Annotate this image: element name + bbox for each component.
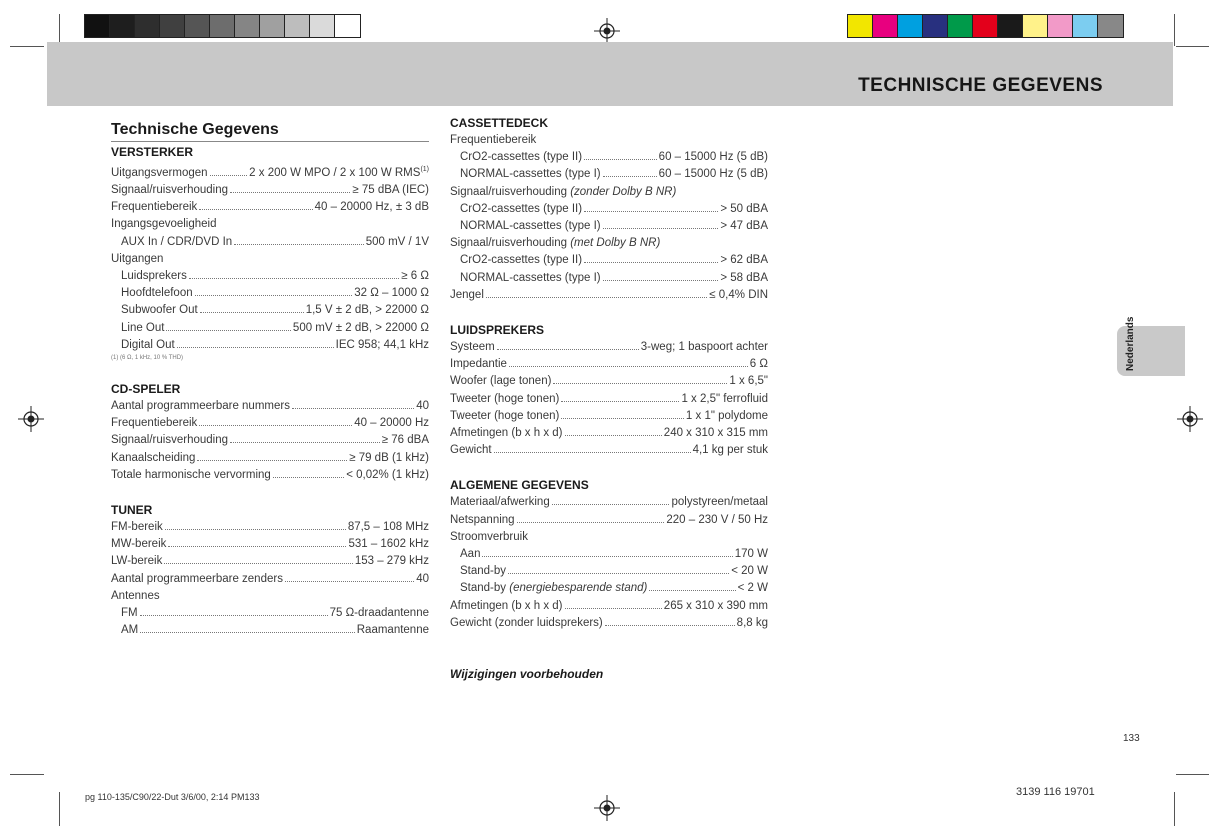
spec-row: MW-bereik 531 – 1602 kHz <box>111 538 429 551</box>
spec-row: Aantal programmeerbare zenders 40 <box>111 572 429 585</box>
section-heading-general: ALGEMENE GEGEVENS <box>450 478 589 493</box>
color-swatch <box>998 15 1023 37</box>
color-swatch <box>948 15 973 37</box>
crop-mark <box>1176 774 1209 775</box>
section-heading-cassette: CASSETTEDECK <box>450 116 549 130</box>
color-swatch <box>923 15 948 37</box>
color-swatch <box>135 15 160 37</box>
color-swatch <box>973 15 998 37</box>
product-code: 3139 116 19701 <box>1016 786 1095 798</box>
color-swatch <box>85 15 110 37</box>
left-column <box>111 120 429 640</box>
spec-row: Gewicht 4,1 kg per stuk <box>450 444 768 457</box>
spec-row: FM 75 Ω-draadantenne <box>121 607 429 620</box>
color-swatch <box>1023 15 1048 37</box>
spec-row: Woofer (lage tonen) 1 x 6,5" <box>450 375 768 388</box>
spec-row: Kanaalscheiding ≥ 79 dB (1 kHz) <box>111 451 429 464</box>
footnote: (1) (6 Ω, 1 kHz, 10 % THD) <box>111 355 184 362</box>
header-banner <box>47 42 1173 106</box>
disclaimer-note: Wijzigingen voorbehouden <box>450 667 604 682</box>
crop-mark <box>1174 14 1175 46</box>
spec-row: Frequentiebereik 40 – 20000 Hz <box>111 417 429 430</box>
spec-row: CrO2-cassettes (type II) > 62 dBA <box>460 254 768 267</box>
page-number: 133 <box>1123 733 1140 744</box>
spec-subheading: Stroomverbruik <box>450 530 528 543</box>
language-tab-label: Nederlands <box>1125 316 1136 371</box>
color-swatch <box>160 15 185 37</box>
spec-subheading: Antennes <box>111 589 160 602</box>
spec-row: FM-bereik 87,5 – 108 MHz <box>111 521 429 534</box>
spec-row: Aantal programmeerbare nummers 40 <box>111 400 429 413</box>
grayscale-calibration-bar <box>84 14 361 38</box>
spec-row: Systeem 3-weg; 1 baspoort achter <box>450 341 768 354</box>
color-swatch <box>1048 15 1073 37</box>
spec-row: Uitgangsvermogen 2 x 200 W MPO / 2 x 100 W RMS$^{(1)}$ <box>111 166 429 179</box>
spec-row: CrO2-cassettes (type II) 60 – 15000 Hz (5 dB) <box>460 151 768 164</box>
spec-row: Aan 170 W <box>460 548 768 561</box>
spec-subheading: Frequentiebereik <box>450 134 537 146</box>
color-swatch <box>260 15 285 37</box>
spec-row: Digital Out IEC 958; 44,1 kHz <box>121 338 429 351</box>
spec-row: Jengel ≤ 0,4% DIN <box>450 288 768 301</box>
right-column <box>450 115 768 683</box>
color-swatch <box>335 15 360 37</box>
color-swatch <box>898 15 923 37</box>
spec-row: Stand-by (energiebesparende stand) < 2 W <box>460 582 768 595</box>
spec-subheading: Signaal/ruisverhouding (met Dolby B NR) <box>450 237 661 250</box>
crop-mark <box>10 774 44 775</box>
spec-subheading: Uitgangen <box>111 252 164 265</box>
color-swatch <box>1098 15 1123 37</box>
color-swatch <box>185 15 210 37</box>
print-slug: pg 110-135/C90/22-Dut 3/6/00, 2:14 PM133 <box>85 792 260 802</box>
spec-row: Subwoofer Out 1,5 V ± 2 dB, > 22000 Ω <box>121 304 429 317</box>
section-heading-cd: CD-SPELER <box>111 382 181 397</box>
crop-mark <box>10 46 44 47</box>
spec-row: Impedantie 6 Ω <box>450 358 768 371</box>
spec-row: NORMAL-cassettes (type I) 60 – 15000 Hz (5 dB) <box>460 168 768 181</box>
spec-row: Signaal/ruisverhouding ≥ 76 dBA <box>111 434 429 447</box>
crop-mark <box>59 792 60 826</box>
spec-row: Netspanning 220 – 230 V / 50 Hz <box>450 513 768 526</box>
section-heading-versterker: VERSTERKER <box>111 145 194 159</box>
crop-mark <box>1176 46 1209 47</box>
spec-row: AUX In / CDR/DVD In 500 mV / 1V <box>121 235 429 248</box>
registration-mark-icon <box>1177 406 1203 432</box>
spec-row: Tweeter (hoge tonen) 1 x 2,5" ferrofluid <box>450 392 768 405</box>
crop-mark <box>1174 792 1175 826</box>
spec-row: AM Raamantenne <box>121 624 429 637</box>
page-title: Technische Gegevens <box>111 120 429 142</box>
spec-row: CrO2-cassettes (type II) > 50 dBA <box>460 202 768 215</box>
spec-row: NORMAL-cassettes (type I) > 58 dBA <box>460 271 768 284</box>
spec-row: Tweeter (hoge tonen) 1 x 1" polydome <box>450 409 768 422</box>
registration-mark-icon <box>594 18 620 44</box>
spec-row: Afmetingen (b x h x d) 240 x 310 x 315 mm <box>450 427 768 440</box>
section-heading-speakers: LUIDSPREKERS <box>450 323 545 338</box>
color-swatch <box>235 15 260 37</box>
spec-row: Frequentiebereik 40 – 20000 Hz, ± 3 dB <box>111 201 429 214</box>
spec-row: Gewicht (zonder luidsprekers) 8,8 kg <box>450 616 768 629</box>
spec-row: Stand-by < 20 W <box>460 565 768 578</box>
spec-row: Materiaal/afwerking polystyreen/metaal <box>450 496 768 509</box>
color-swatch <box>873 15 898 37</box>
section-heading-tuner: TUNER <box>111 503 153 518</box>
color-swatch <box>1073 15 1098 37</box>
spec-row: Hoofdtelefoon 32 Ω – 1000 Ω <box>121 287 429 300</box>
registration-mark-icon <box>18 406 44 432</box>
spec-row: LW-bereik 153 – 279 kHz <box>111 555 429 568</box>
color-calibration-bar <box>847 14 1124 38</box>
spec-row: NORMAL-cassettes (type I) > 47 dBA <box>460 220 768 233</box>
language-tab <box>1117 316 1185 376</box>
color-swatch <box>110 15 135 37</box>
banner-title: TECHNISCHE GEGEVENS <box>858 75 1103 96</box>
color-swatch <box>285 15 310 37</box>
spec-row: Line Out 500 mV ± 2 dB, > 22000 Ω <box>121 321 429 334</box>
color-swatch <box>310 15 335 37</box>
registration-mark-icon <box>594 795 620 821</box>
spec-row: Totale harmonische vervorming < 0,02% (1 kHz) <box>111 468 429 481</box>
spec-subheading: Ingangsgevoeligheid <box>111 218 217 231</box>
spec-row: Luidsprekers ≥ 6 Ω <box>121 270 429 283</box>
spec-subheading: Signaal/ruisverhouding (zonder Dolby B NR) <box>450 185 677 198</box>
spec-row: Signaal/ruisverhouding ≥ 75 dBA (IEC) <box>111 184 429 197</box>
color-swatch <box>848 15 873 37</box>
color-swatch <box>210 15 235 37</box>
spec-row: Afmetingen (b x h x d) 265 x 310 x 390 mm <box>450 599 768 612</box>
